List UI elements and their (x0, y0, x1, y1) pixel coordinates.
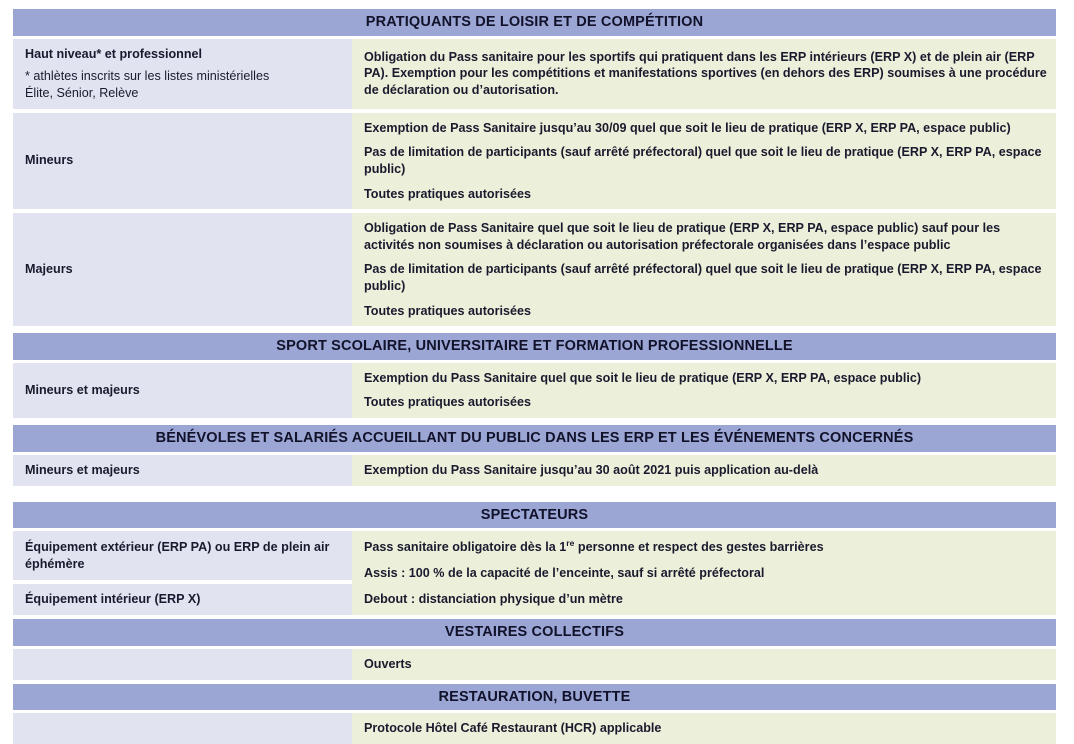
spacer (13, 486, 1056, 502)
table-row (13, 455, 1056, 486)
table-row (13, 649, 1056, 680)
row-label-scolaire (13, 363, 352, 418)
content-paragraph-assis: Assis : 100 % de la capacité de l’enceinte, sauf si arrêté préfectoral (364, 566, 765, 580)
row-content-scolaire (352, 363, 1056, 418)
row-label-majeurs (13, 213, 352, 326)
content-paragraph: Pas de limitation de participants (sauf arrêté préfectoral) quel que soit le lieu de pratique (ERP X, ERP PA, espace public) (364, 145, 1042, 176)
pass-text-before: Pass sanitaire obligatoire dès la 1 (364, 540, 567, 555)
content-paragraph: Obligation du Pass sanitaire pour les sportifs qui pratiquent dans les ERP intérieurs (ERP X) et de plein air (ERP PA). Exemption pour les compétitions et manifestations sportives (en dehors des ERP) soumises à une procédure de déclaration ou d’autorisation. (364, 49, 1047, 97)
row-content-majeurs (352, 213, 1056, 326)
section-banner-sport-scolaire: SPORT SCOLAIRE, UNIVERSITAIRE ET FORMATION PROFESSIONNELLE (13, 333, 1056, 360)
spacer (13, 326, 1056, 333)
row-label-title: Mineurs et majeurs (25, 382, 140, 397)
table-row (13, 113, 1056, 209)
row-label-vestiaires (13, 649, 352, 680)
row-label-title: Mineurs (25, 153, 74, 168)
content-paragraph: Obligation de Pass Sanitaire quel que soit le lieu de pratique (ERP X, ERP PA, espace public) sauf pour les activités non soumises à déclaration ou autorisation préfectorale organisées dans l’espace public (364, 221, 1001, 252)
content-paragraph-pass (364, 539, 1048, 556)
table-row (13, 213, 1056, 326)
row-content-restauration (352, 713, 1056, 744)
table-row (13, 39, 1056, 109)
measures-table (13, 9, 1056, 744)
row-label-mineurs (13, 113, 352, 209)
content-paragraph: Ouverts (364, 656, 412, 671)
spacer (13, 418, 1056, 425)
spectateurs-label-column (13, 531, 352, 615)
content-paragraph: Protocole Hôtel Café Restaurant (HCR) applicable (364, 721, 662, 736)
content-paragraph-debout: Debout : distanciation physique d’un mètre (364, 591, 623, 606)
table-row-group-spectateurs (13, 531, 1056, 615)
content-paragraph: Exemption du Pass Sanitaire jusqu’au 30 août 2021 puis application au-delà (364, 462, 819, 477)
row-label-equipement-interieur (13, 584, 352, 615)
content-paragraph: Toutes pratiques autorisées (364, 303, 532, 318)
row-label-note-line2: Élite, Sénior, Relève (25, 85, 139, 100)
row-label-title: Équipement extérieur (ERP PA) ou ERP de plein air éphémère (25, 539, 330, 571)
pass-text-after: personne et respect des gestes barrières (574, 540, 824, 555)
section-banner-spectateurs: SPECTATEURS (13, 502, 1056, 529)
row-label-equipement-exterieur (13, 531, 352, 579)
section-banner-pratiquants: PRATIQUANTS DE LOISIR ET DE COMPÉTITION (13, 9, 1056, 36)
row-content-benevoles (352, 455, 1056, 486)
ordinal-suffix: re (566, 538, 575, 549)
table-row (13, 713, 1056, 744)
row-content-vestiaires (352, 649, 1056, 680)
content-paragraph: Toutes pratiques autorisées (364, 395, 532, 410)
content-paragraph: Pas de limitation de participants (sauf arrêté préfectoral) quel que soit le lieu de pratique (ERP X, ERP PA, espace public) (364, 262, 1042, 293)
content-paragraph: Exemption de Pass Sanitaire jusqu’au 30/09 quel que soit le lieu de pratique (ERP X, ERP PA, espace public) (364, 120, 1011, 135)
content-paragraph: Exemption du Pass Sanitaire quel que soit le lieu de pratique (ERP X, ERP PA, espace public) (364, 370, 922, 385)
row-label-haut-niveau (13, 39, 352, 109)
table-row (13, 363, 1056, 418)
section-banner-vestiaires: VESTAIRES COLLECTIFS (13, 619, 1056, 646)
row-label-benevoles (13, 455, 352, 486)
row-label-restauration (13, 713, 352, 744)
row-label-title: Majeurs (25, 262, 73, 277)
content-paragraph: Toutes pratiques autorisées (364, 186, 532, 201)
section-banner-benevoles: BÉNÉVOLES ET SALARIÉS ACCUEILLANT DU PUBLIC DANS LES ERP ET LES ÉVÉNEMENTS CONCERNÉS (13, 425, 1056, 452)
row-content-mineurs (352, 113, 1056, 209)
row-label-title: Mineurs et majeurs (25, 462, 140, 477)
row-label-note-line1: * athlètes inscrits sur les listes ministérielles (25, 68, 270, 83)
spectateurs-content (352, 531, 1056, 615)
row-content-haut-niveau (352, 39, 1056, 109)
section-banner-restauration: RESTAURATION, BUVETTE (13, 684, 1056, 711)
row-label-title: Équipement intérieur (ERP X) (25, 592, 201, 607)
row-label-title: Haut niveau* et professionnel (25, 46, 203, 61)
